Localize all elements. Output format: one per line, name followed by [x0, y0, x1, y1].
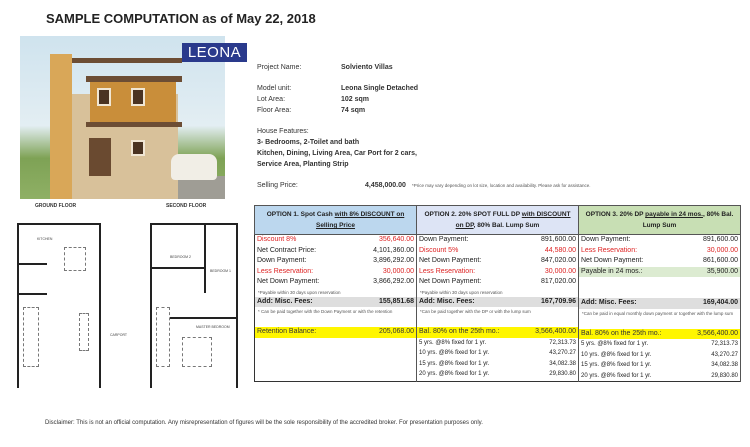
row-label: Bal. 80% on the 25th mo.: — [419, 328, 500, 335]
misc-fees-note: *Can be paid in equal monthly down payment or together with the lump sum — [582, 310, 734, 316]
row-label: Down Payment: — [581, 236, 631, 243]
row-label: Less Reservation: — [581, 246, 638, 254]
row-label: 10 yrs. @8% fixed for 1 yr. — [581, 351, 652, 358]
option-2-column — [417, 235, 579, 382]
project-name-value: Solviento Villas — [341, 64, 393, 71]
table-row — [255, 267, 416, 278]
wall — [204, 225, 206, 293]
row-label: Net Down Payment: — [257, 278, 320, 285]
header-text: , 80% Bal. Lump Sum — [473, 222, 540, 229]
row-label: Less Reservation: — [419, 267, 476, 275]
table-row — [255, 256, 416, 267]
room-label-master-bedroom: MASTER BEDROOM — [196, 325, 230, 329]
header-underlined-text: with DISCOUNT on DP — [455, 211, 571, 229]
table-row — [579, 235, 740, 246]
table-row — [255, 277, 416, 288]
selling-price-note: *Price may vary depending on lot size, location and availability. Please ask for assistance. — [412, 183, 591, 188]
row-value: 34,082.38 — [711, 362, 738, 368]
misc-fees-note: * Can be paid together with the Down Payment or with the retention — [258, 309, 393, 314]
stairs — [23, 307, 39, 367]
model-unit-label: Model unit: — [257, 85, 292, 92]
row-value: 155,851.68 — [378, 297, 414, 305]
option-3-header — [579, 206, 741, 235]
payment-options-table — [254, 205, 741, 382]
wall — [19, 293, 47, 295]
table-row — [417, 277, 578, 288]
row-label: 20 yrs. @8% fixed for 1 yr. — [419, 371, 490, 377]
row-label: Less Reservation: — [257, 267, 314, 275]
floor-plans — [10, 203, 245, 388]
header-text: , 80% Bal. Lump Sum — [642, 211, 734, 229]
row-value: 43,270.27 — [549, 350, 576, 356]
header-text: OPTION 1. Spot Cash — [266, 211, 335, 218]
financing-row — [417, 369, 578, 380]
row-value: 29,830.80 — [711, 372, 738, 379]
row-value: 861,600.00 — [702, 257, 738, 264]
row-value: 205,068.00 — [378, 328, 414, 335]
row-value: 30,000.00 — [706, 246, 738, 254]
second-floor-plan — [150, 223, 238, 388]
misc-fees-note: *Can be paid together with the DP or with the lump sum — [420, 309, 531, 314]
row-label: 5 yrs. @8% fixed for 1 yr. — [419, 339, 487, 346]
option-1-column — [255, 235, 417, 382]
financing-row — [579, 350, 740, 361]
table-row — [579, 246, 740, 257]
table-row — [579, 256, 740, 267]
floor-area-label: Floor Area: — [257, 107, 292, 114]
row-label: 10 yrs. @8% fixed for 1 yr. — [419, 350, 490, 356]
row-value: 34,082.38 — [549, 360, 576, 367]
financing-row — [579, 339, 740, 350]
table-row — [579, 267, 740, 278]
features-label: House Features: — [257, 128, 309, 135]
sofa — [79, 313, 89, 351]
option-2-header — [417, 206, 579, 235]
table-row — [255, 246, 416, 257]
room-label-bedroom-2: BEDROOM 2 — [170, 255, 192, 259]
table-row — [255, 235, 416, 246]
second-floor-label: SECOND FLOOR — [166, 203, 207, 209]
balance-row — [579, 329, 740, 340]
row-label: Add: Misc. Fees: — [581, 299, 637, 306]
financing-row — [417, 338, 578, 349]
row-value: 35,900.00 — [706, 267, 738, 275]
door-icon — [89, 138, 111, 176]
misc-fees-row — [579, 298, 740, 309]
bed — [182, 337, 212, 367]
empty-space — [255, 338, 416, 380]
wall — [170, 317, 238, 319]
header-text: OPTION 3. 20% DP — [585, 211, 646, 218]
lot-area-value: 102 sqm — [341, 96, 370, 103]
financing-row — [579, 360, 740, 371]
car-icon — [171, 154, 217, 180]
row-value: 3,866,292.00 — [373, 278, 414, 285]
wall — [152, 267, 204, 269]
row-label: Add: Misc. Fees: — [419, 297, 475, 305]
payable-note: *Payable within 30 days upon reservation — [420, 289, 503, 295]
option-3-column — [579, 235, 741, 382]
room-label-bedroom-1: BEDROOM 1 — [210, 269, 232, 273]
row-label: Net Down Payment: — [419, 278, 482, 285]
row-label: 20 yrs. @8% fixed for 1 yr. — [581, 372, 652, 379]
feature-line: 3- Bedrooms, 2-Toilet and bath — [257, 139, 360, 146]
row-value: 3,566,400.00 — [535, 328, 576, 335]
row-value: 43,270.27 — [711, 351, 738, 358]
row-value: 30,000.00 — [544, 267, 576, 275]
row-label: 5 yrs. @8% fixed for 1 yr. — [581, 341, 649, 347]
row-value: 4,101,360.00 — [373, 246, 414, 254]
floor-area-value: 74 sqm — [341, 107, 366, 114]
row-label: Add: Misc. Fees: — [257, 297, 313, 305]
selling-price-label: Selling Price: — [257, 182, 298, 189]
header-text: OPTION 2. 20% SPOT FULL DP — [424, 211, 522, 218]
ground-floor-plan — [17, 223, 101, 388]
misc-fees-row — [255, 297, 416, 308]
empty-space — [579, 277, 740, 298]
balance-row — [255, 327, 416, 338]
row-label: Net Down Payment: — [581, 257, 644, 264]
row-label: 15 yrs. @8% fixed for 1 yr. — [419, 360, 490, 367]
table-row — [417, 235, 578, 246]
table-row — [417, 256, 578, 267]
dining-table — [64, 247, 86, 271]
room-label-kitchen: KITCHEN — [37, 237, 53, 241]
financing-row — [417, 359, 578, 370]
balance-row — [417, 327, 578, 338]
selling-price-value: 4,458,000.00 — [365, 182, 406, 189]
project-name-label: Project Name: — [257, 64, 302, 71]
house-frame-bottom — [86, 122, 182, 127]
financing-row — [417, 348, 578, 359]
row-value: 891,600.00 — [540, 236, 576, 243]
row-label: Bal. 80% on the 25th mo.: — [581, 329, 662, 337]
row-label: Payable in 24 mos.: — [581, 267, 643, 275]
row-value: 169,404.00 — [702, 299, 738, 306]
header-underlined-text: with 8% DISCOUNT on Selling Price — [315, 211, 405, 229]
window-icon — [131, 140, 145, 156]
option-1-header — [255, 206, 417, 235]
row-value: 29,830.80 — [549, 371, 576, 377]
row-value: 72,313.73 — [711, 341, 738, 347]
row-value: 72,313.73 — [549, 339, 576, 346]
window-icon — [97, 88, 111, 106]
model-unit-value: Leona Single Detached — [341, 85, 419, 92]
row-label: Retention Balance: — [257, 328, 317, 335]
row-label: Discount 5% — [419, 246, 459, 254]
row-value: 847,020.00 — [540, 257, 576, 264]
misc-fees-row — [417, 297, 578, 308]
model-badge: LEONA — [182, 43, 247, 62]
row-value: 3,896,292.00 — [373, 257, 414, 264]
row-value: 30,000.00 — [382, 267, 414, 275]
row-label: Down Payment: — [419, 236, 469, 243]
wall — [19, 263, 47, 265]
row-label: Net Down Payment: — [419, 257, 482, 264]
house-roofline — [72, 58, 182, 63]
lot-area-label: Lot Area: — [257, 96, 286, 103]
feature-line: Service Area, Planting Strip — [257, 161, 349, 168]
row-value: 44,580.00 — [544, 246, 576, 254]
feature-line: Kitchen, Dining, Living Area, Car Port for 2 cars, — [257, 150, 417, 157]
row-value: 891,600.00 — [702, 236, 738, 243]
row-value: 356,640.00 — [378, 236, 414, 243]
row-label: Down Payment: — [257, 257, 307, 264]
row-label: 15 yrs. @8% fixed for 1 yr. — [581, 362, 652, 368]
stairs — [156, 307, 170, 367]
table-row — [417, 246, 578, 257]
ground-floor-label: GROUND FLOOR — [35, 203, 77, 209]
financing-row — [579, 371, 740, 382]
row-value: 817,020.00 — [540, 278, 576, 285]
row-value: 167,709.96 — [540, 297, 576, 305]
row-value: 3,566,400.00 — [697, 329, 738, 337]
room-label-carport: CARPORT — [110, 333, 128, 337]
window-icon — [131, 88, 145, 106]
page-title: SAMPLE COMPUTATION as of May 22, 2018 — [46, 11, 316, 26]
payable-note: *Payable within 30 days upon reservation — [258, 289, 341, 295]
row-label: Net Contract Price: — [257, 246, 317, 254]
table-row — [417, 267, 578, 278]
house-column — [50, 54, 72, 199]
disclaimer: Disclaimer: This is not an official computation. Any misrepresentation of figures will be the sole responsibility of the accredited broker. For presentation purposes only. — [45, 420, 483, 426]
row-label: Discount 8% — [257, 236, 297, 243]
header-underlined-text: payable in 24 mos. — [645, 211, 703, 218]
